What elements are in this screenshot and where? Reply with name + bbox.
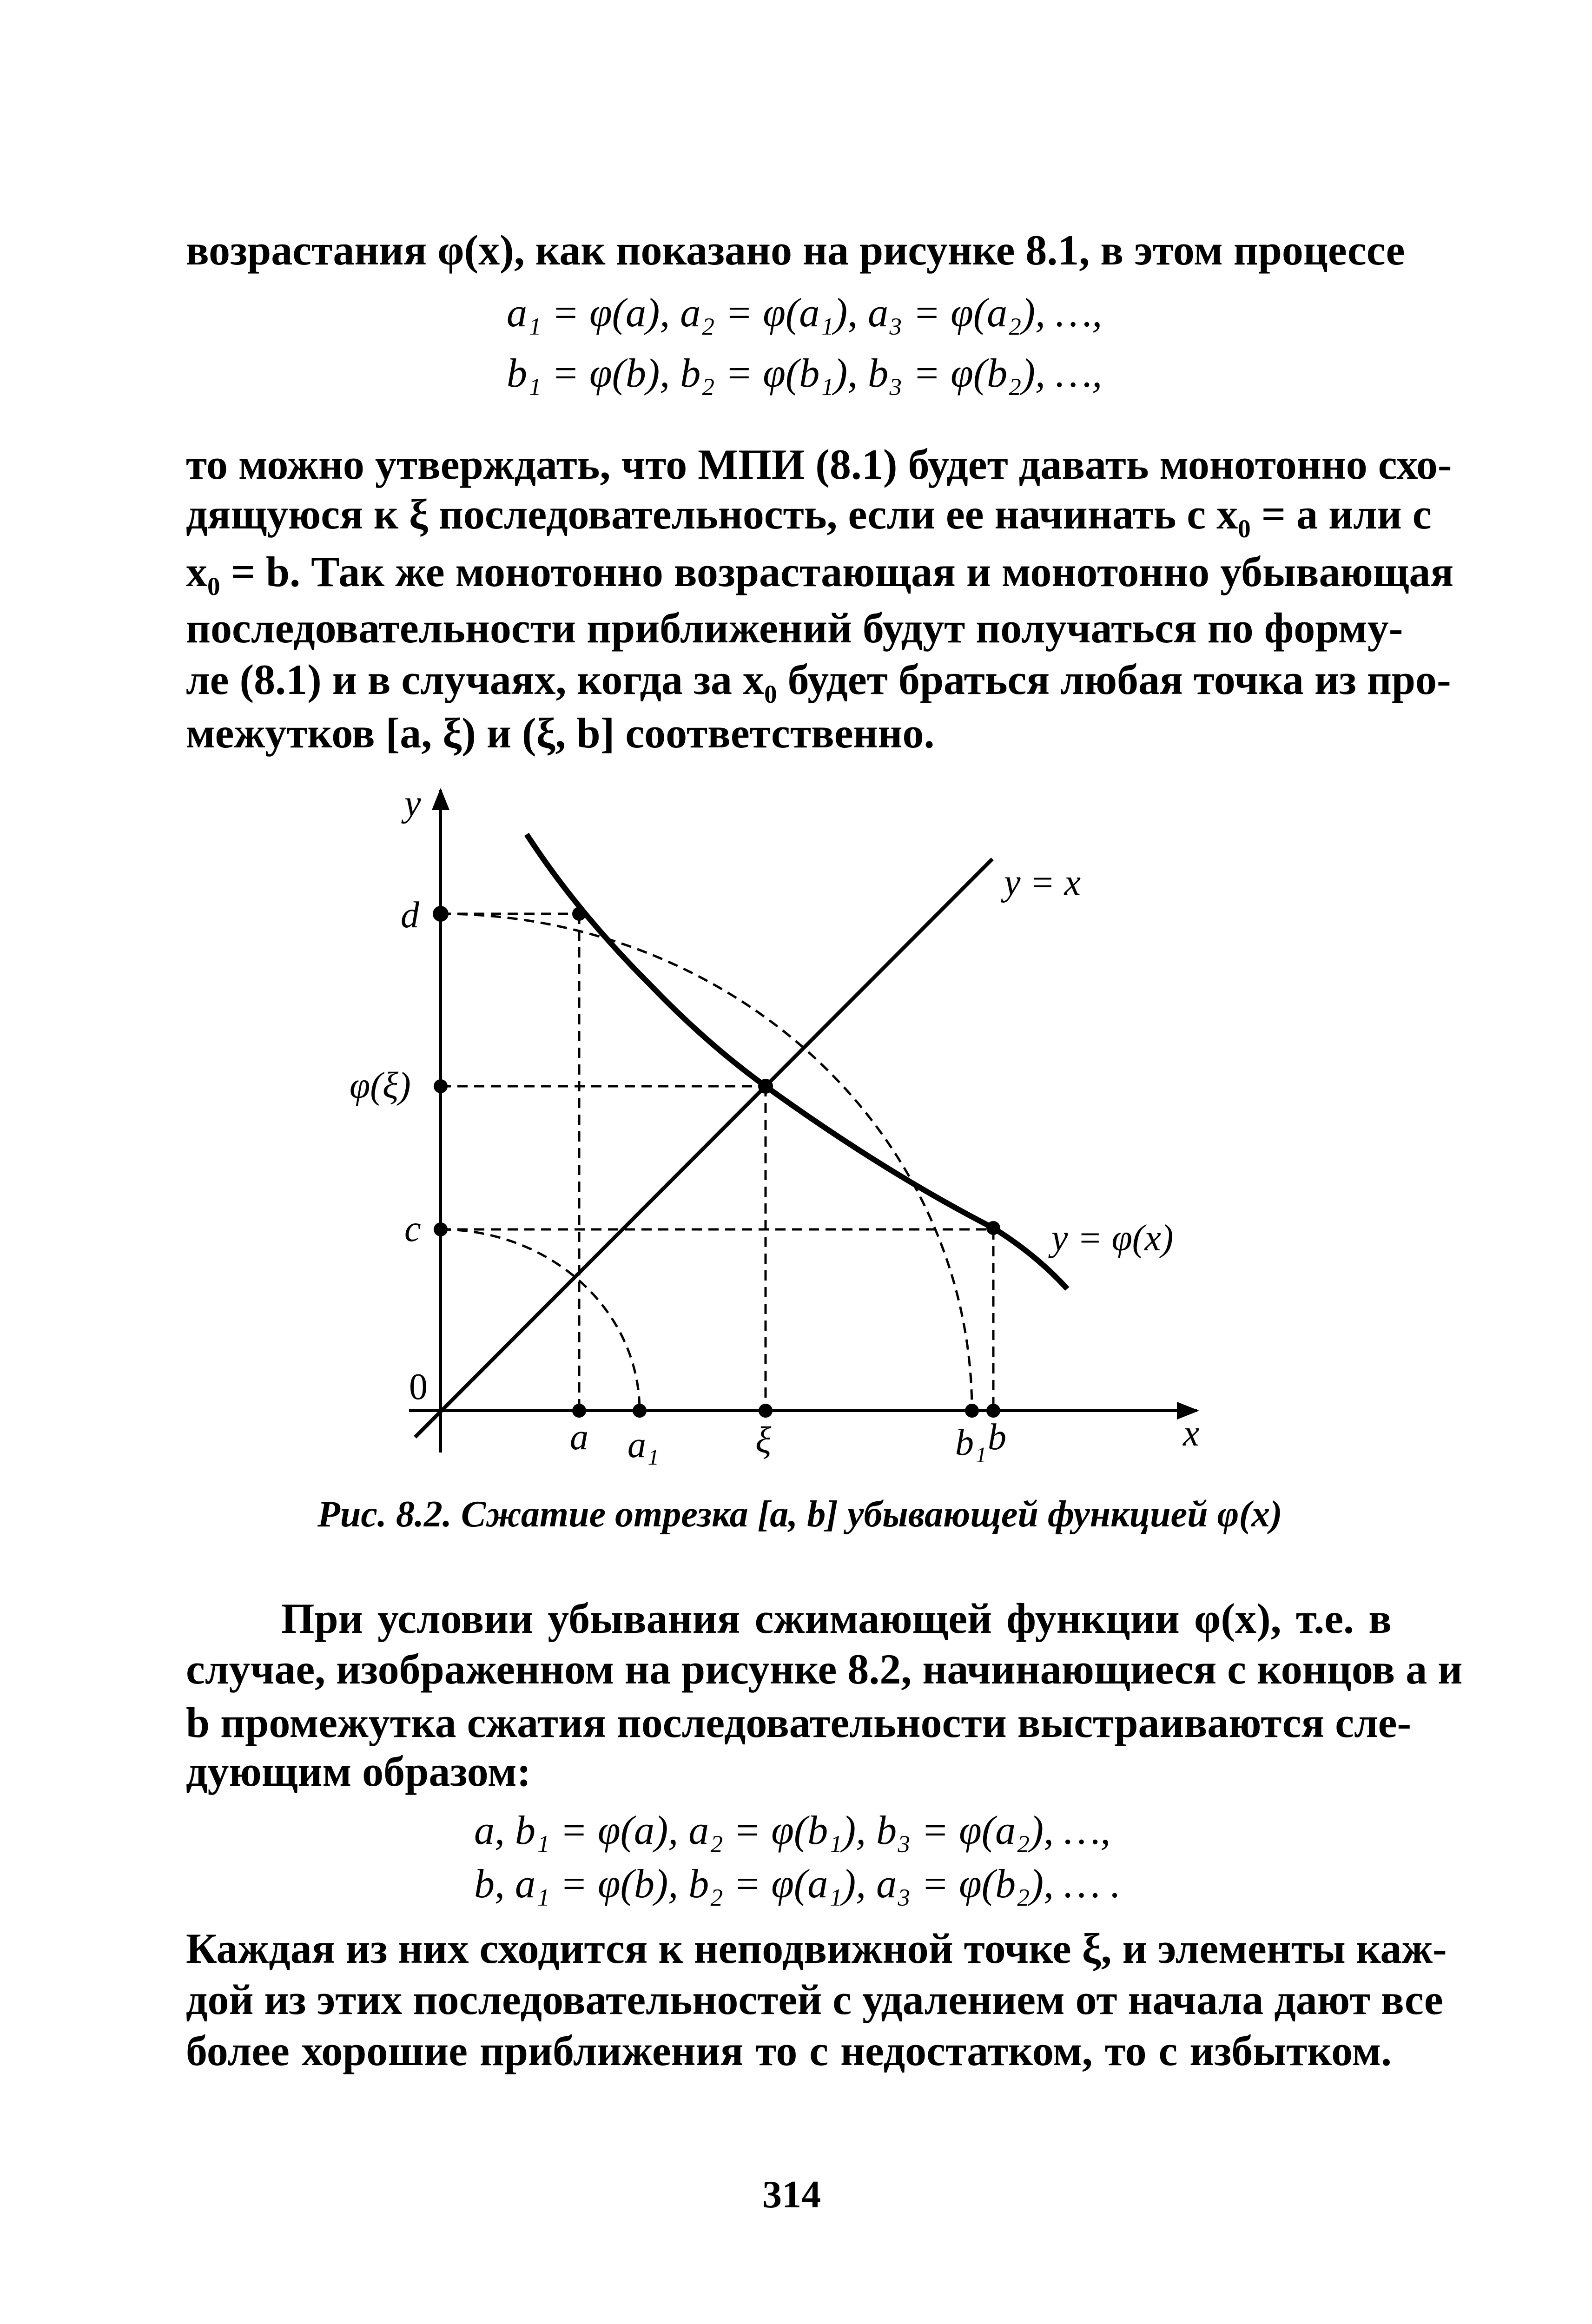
text-line: дующим образом:	[186, 1748, 531, 1795]
phi-xi-label: φ(ξ)	[350, 1065, 411, 1106]
text-line: ле (8.1) и в случаях, когда за x₀ будет браться любая точка из про-	[186, 656, 1451, 703]
identity-label: y = x	[1004, 862, 1081, 903]
text-line: При условии убывания сжимающей функции φ(x), т.е. в	[281, 1595, 1392, 1642]
text-line: то можно утверждать, что МПИ (8.1) будет давать монотонно схо-	[186, 441, 1452, 488]
origin-label: 0	[409, 1367, 428, 1407]
a1-label: a₁	[628, 1425, 659, 1466]
xi-label: ξ	[755, 1420, 772, 1461]
figure-caption: Рис. 8.2. Сжатие отрезка [a, b] убывающей функцией φ(x)	[317, 1494, 1282, 1535]
text-line: межутков [a, ξ) и (ξ, b] соответственно.	[186, 709, 935, 757]
formula-b-sequence: b₁ = φ(b), b₂ = φ(b₁), b₃ = φ(b₂), …,	[507, 351, 1103, 396]
x-axis-label: x	[1183, 1413, 1200, 1454]
point-fixed	[758, 1079, 773, 1094]
formula-sequence-from-a: a, b₁ = φ(a), a₂ = φ(b₁), b₃ = φ(a₂), …,	[474, 1808, 1111, 1853]
page-number: 314	[762, 2173, 821, 2216]
text-line: более хорошие приближения то с недостатком, то с избытком.	[186, 2027, 1392, 2074]
text-line: дой из этих последовательностей с удалением от начала дают все	[186, 1976, 1443, 2023]
phi-curve	[527, 834, 1067, 1289]
b-label: b	[988, 1417, 1006, 1458]
d-label: d	[401, 895, 419, 936]
a-label: a	[570, 1417, 588, 1458]
text-line: возрастания φ(x), как показано на рисунке 8.1, в этом процессе	[186, 226, 1405, 274]
identity-line	[415, 859, 992, 1437]
arc-d-to-b1	[441, 914, 972, 1411]
text-line: b промежутка сжатия последовательности выстраиваются сле-	[186, 1699, 1412, 1746]
text-line: Каждая из них сходится к неподвижной точке ξ, и элементы каж-	[186, 1925, 1447, 1972]
point-d	[433, 906, 449, 922]
point-b	[986, 1404, 1000, 1418]
point-b1	[965, 1404, 979, 1418]
text-line: последовательности приближений будут получаться по форму-	[186, 604, 1403, 652]
text-line: x₀ = b. Так же монотонно возрастающая и монотонно убывающая	[186, 548, 1454, 595]
point-phi-xi	[434, 1079, 448, 1093]
point-xi	[759, 1404, 773, 1418]
point-a1	[633, 1404, 647, 1418]
phi-label: y = φ(x)	[1051, 1218, 1174, 1259]
text-line: случае, изображенном на рисунке 8.2, начинающиеся с концов a и	[186, 1645, 1463, 1693]
point-c	[434, 1222, 448, 1236]
point-curve-b	[986, 1221, 1000, 1235]
text-line: дящуюся к ξ последовательность, если ее начинать с x₀ = a или с	[186, 490, 1432, 538]
point-a	[572, 1404, 586, 1418]
formula-a-sequence: a₁ = φ(a), a₂ = φ(a₁), a₃ = φ(a₂), …,	[507, 290, 1103, 336]
b1-label: b₁	[955, 1422, 987, 1463]
formula-sequence-from-b: b, a₁ = φ(b), b₂ = φ(a₁), a₃ = φ(b₂), … .	[474, 1862, 1121, 1907]
y-axis-label: y	[404, 783, 421, 824]
c-label: c	[404, 1208, 421, 1249]
point-curve-a	[572, 907, 586, 921]
